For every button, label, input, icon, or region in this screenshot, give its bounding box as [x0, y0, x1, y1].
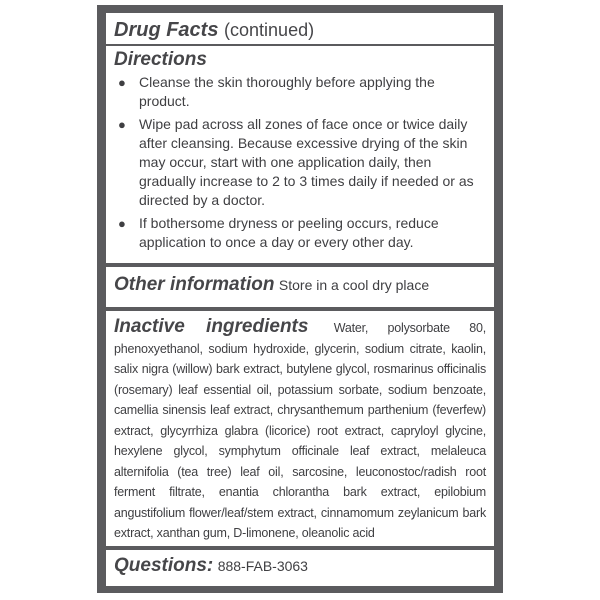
- drug-facts-continued: (continued): [224, 20, 315, 40]
- questions-section: [106, 550, 494, 586]
- directions-heading: Directions: [114, 49, 207, 70]
- direction-step: [114, 214, 486, 252]
- header-divider: [106, 44, 494, 46]
- bullet-icon: ●: [118, 216, 126, 231]
- drug-facts-title: Drug Facts: [114, 19, 219, 41]
- direction-step: [114, 115, 486, 210]
- direction-step-text: Cleanse the skin thoroughly before applying the product.: [139, 74, 435, 109]
- bullet-icon: ●: [118, 75, 126, 90]
- questions-phone: 888-FAB-3063: [217, 558, 308, 574]
- questions-label: Questions:: [114, 555, 214, 576]
- direction-step-text: Wipe pad across all zones of face once or twice daily after cleansing. Because excessive drying of the skin may occur, start with one application daily, then gradually increase to 2 to 3 times daily if needed or as directed by a doctor.: [139, 116, 474, 208]
- bullet-icon: ●: [118, 117, 126, 132]
- inactive-ingredients-section: [106, 311, 494, 546]
- inactive-ingredients-label: Inactive ingredients: [114, 316, 309, 337]
- inactive-ingredients-paragraph: [114, 317, 486, 544]
- other-information-label: Other information: [114, 274, 275, 295]
- drug-facts-header: [114, 19, 486, 42]
- direction-step-text: If bothersome dryness or peeling occurs, reduce application to once a day or every other day.: [139, 215, 439, 250]
- directions-section: [106, 13, 494, 263]
- other-information-section: [106, 267, 494, 307]
- directions-list: [114, 73, 486, 252]
- inactive-ingredients-text: Water, polysorbate 80, phenoxyethanol, sodium hydroxide, glycerin, sodium citrate, kaolin, salix nigra (willow) bark extract, butylene glycol, rosmarinus officinalis (rosemary) leaf essential oil, potassium sorbate, sodium benzoate, camellia sinensis leaf extract, chrysanthemum parthenium (feverfew) extract, glycyrrhiza glabra (licorice) root extract, capryloyl glycine, hexylene glycol, symphytum officinale leaf extract, melaleuca alternifolia (tea tree) leaf oil, sarcosine, leuconostoc/radish root ferment filtrate, enantia chlorantha bark extract, epilobium angustifolium flower/leaf/stem extract, cinnamomum zeylanicum bark extract, xanthan gum, D-limonene, oleanolic acid: [114, 321, 486, 540]
- other-information-text: Store in a cool dry place: [278, 277, 430, 293]
- direction-step: [114, 73, 486, 111]
